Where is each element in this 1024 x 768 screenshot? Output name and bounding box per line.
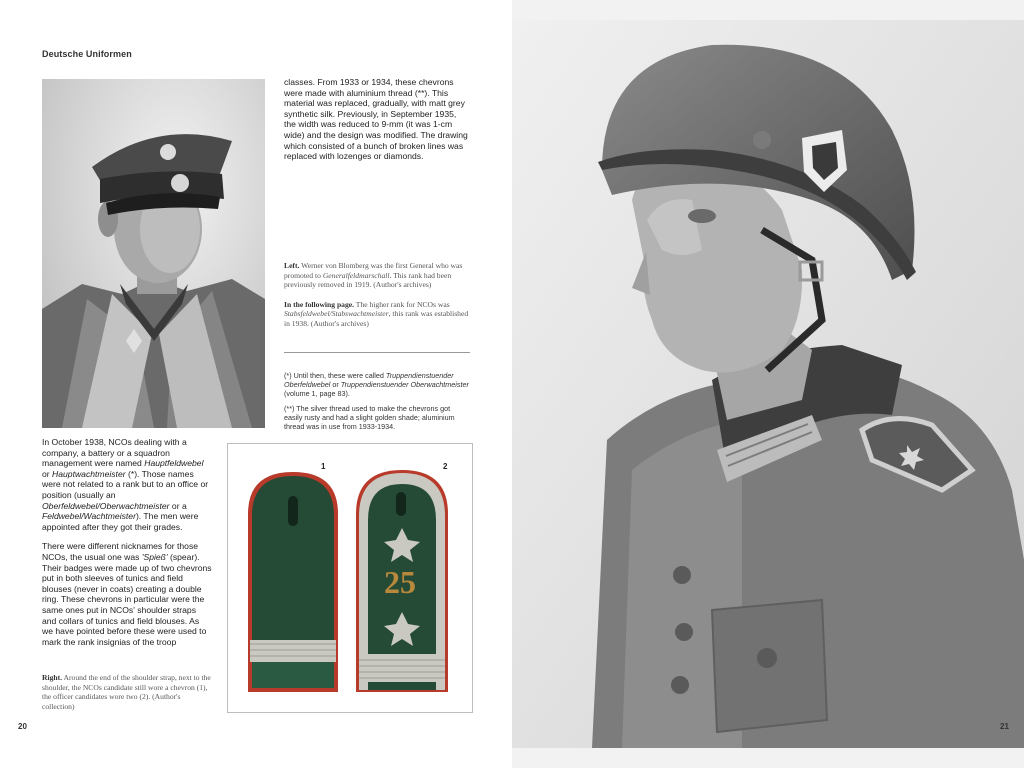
caption-right: Right. Around the end of the shoulder strap, next to the shoulder, the NCOs candidate still wore a chevron (1), the officer candidates wore two (2). (Author's collection)	[42, 673, 211, 711]
page-number-left: 20	[18, 722, 27, 731]
text-column-bottom-left	[42, 437, 212, 647]
footnotes	[284, 372, 470, 431]
text-column-top-right	[284, 77, 470, 162]
shoulder-strap-1	[248, 472, 338, 692]
page-number-right: 21	[1000, 722, 1009, 731]
shoulder-straps-figure	[227, 443, 473, 713]
captions-block	[284, 261, 470, 329]
footnote-2: (**) The silver thread used to make the chevrons got easily rusty and had a slight golden shade; aluminium thread was in use from 1933-1934.	[284, 403, 455, 431]
figure-label-2: 2	[443, 462, 448, 471]
strap-insignia-number: 25	[384, 564, 416, 600]
caption-left: Left. Werner von Blomberg was the first General who was promoted to Generalfeldmarschall. This rank had been previously removed in 1919. (Author's archives)	[284, 261, 463, 290]
body-paragraph: There were different nicknames for those NCOs, the usual one was 'Spieß' (spear). Their badges were made up of two chevrons put in both sleeves of tunics and field blouses (never in coats) creating a double ring. These chevrons in particular were the same ones put in NCOs' shoulder straps and collars of tunics and field blouses. As we have pointed before these were used to mark the rank insignias of the troop	[42, 541, 212, 647]
running-head: Deutsche Uniformen	[42, 49, 132, 59]
soldier-photo	[512, 20, 1024, 748]
figure-label-1: 1	[321, 462, 326, 471]
footnote-1: (*) Until then, these were called Truppendienstuender Oberfeldwebel or Truppendienstuender Oberwachtmeister (volume 1, page 83).	[284, 371, 469, 398]
body-paragraph: classes. From 1933 or 1934, these chevrons were made with aluminium thread (**). This material was replaced, gradually, with matt grey synthetic silk. Previously, in September 1935, the width was reduced to 9-mm (it was 1-cm wide) and the design was modified. The drawing which consisted of a bunch of broken lines was replaced with lozenges or diamonds.	[284, 77, 468, 162]
right-page	[512, 0, 1024, 768]
portrait-photo	[42, 79, 265, 428]
body-paragraph: In October 1938, NCOs dealing with a company, a battery or a squadron management were named Hauptfeldwebel or Hauptwachtmeister (*). Those names were not related to a rank but to an office or position (usually an Oberfeldwebel/Oberwachtmeister or a Feldwebel/Wachtmeister). The men were appointed after they got their grades.	[42, 437, 209, 532]
caption-label: Left.	[284, 261, 300, 270]
caption-label: In the following page.	[284, 299, 355, 309]
caption-label: Right.	[42, 673, 63, 682]
footnote-divider	[284, 352, 470, 353]
caption-following-page: In the following page. The higher rank for NCOs was Stabsfeldwebel/Stabswachtmeister, this rank was established in 1938. (Author's archives)	[284, 299, 469, 328]
